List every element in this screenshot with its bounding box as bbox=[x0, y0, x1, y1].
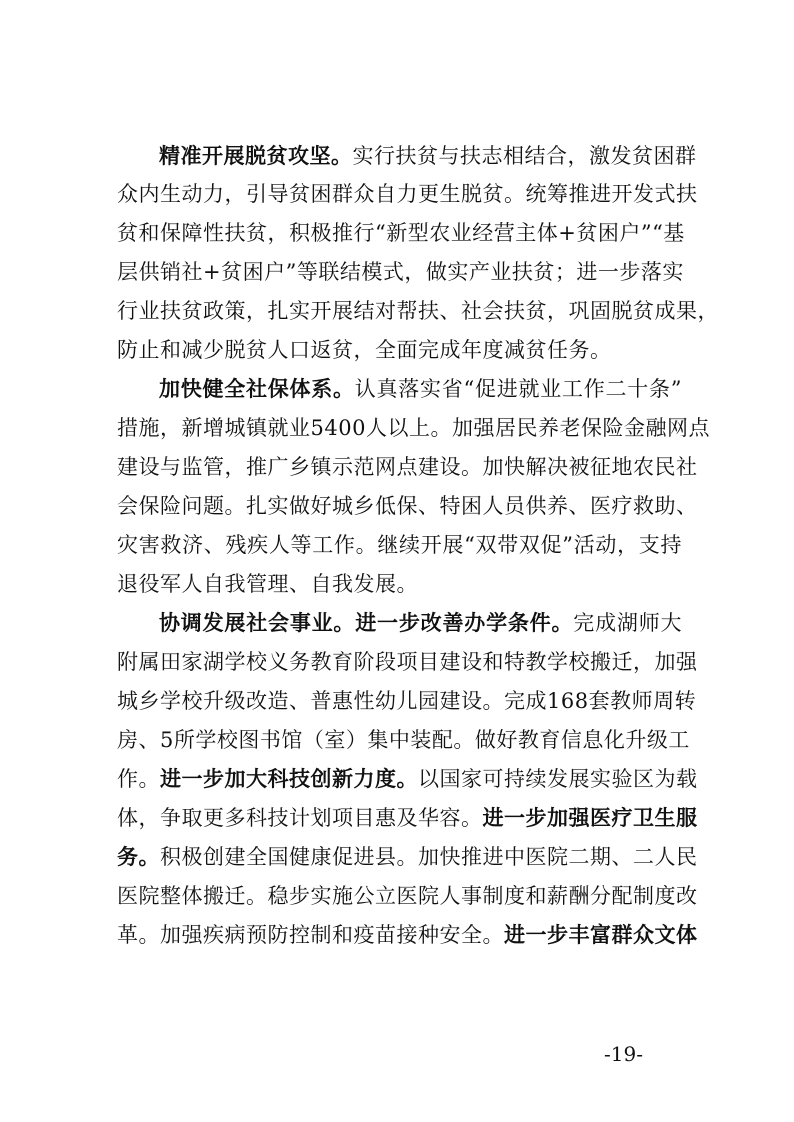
subsection-heading: 进一步加大科技创新力度。 bbox=[160, 767, 418, 791]
line-text: 城乡学校升级改造、普惠性幼儿园建设。完成168套教师周转 bbox=[117, 689, 697, 713]
paragraph-line bbox=[159, 603, 682, 643]
line-text: 实行扶贫与扶志相结合，激发贫困群 bbox=[352, 144, 697, 168]
section-heading: 精准开展脱贫攻坚。 bbox=[159, 144, 353, 168]
line-text: 建设与监管，推广乡镇示范网点建设。加快解决被征地农民社 bbox=[117, 455, 698, 479]
paragraph-line bbox=[117, 720, 690, 760]
paragraph-line bbox=[117, 759, 698, 799]
section-heading: 加快健全社保体系。 bbox=[159, 377, 355, 401]
paragraph-line bbox=[159, 369, 682, 409]
paragraph-line bbox=[159, 136, 697, 176]
line-text: 会保险问题。扎实做好城乡低保、特困人员供养、医疗救助、 bbox=[117, 494, 698, 518]
page-number: -19- bbox=[604, 1042, 643, 1066]
paragraph-line bbox=[117, 252, 682, 292]
line-text: 附属田家湖学校义务教育阶段项目建设和特教学校搬迁，加强 bbox=[117, 650, 698, 674]
subsection-heading: 务。 bbox=[117, 845, 160, 869]
paragraph-line bbox=[117, 642, 698, 682]
line-text: 贫和保障性扶贫，积极推行“新型农业经营主体+贫困户”“基 bbox=[117, 221, 685, 245]
paragraph-line bbox=[117, 408, 710, 448]
paragraph-line bbox=[117, 291, 719, 331]
line-text: 作。 bbox=[117, 767, 160, 791]
line-text: 退役军人自我管理、自我发展。 bbox=[117, 572, 418, 596]
paragraph-line bbox=[117, 837, 698, 877]
line-text: 行业扶贫政策，扎实开展结对帮扶、社会扶贫，巩固脱贫成果， bbox=[117, 299, 719, 323]
subsection-heading: 进一步加强医疗卫生服 bbox=[482, 806, 698, 830]
paragraph-line bbox=[117, 486, 698, 526]
paragraph-line bbox=[117, 876, 698, 916]
line-text: 灾害救济、残疾人等工作。继续开展“双带双促”活动，支持 bbox=[117, 533, 682, 557]
line-text: 认真落实省“促进就业工作二十条” bbox=[354, 377, 682, 401]
line-text: 体，争取更多科技计划项目惠及华容。 bbox=[117, 806, 483, 830]
subsection-heading: 进一步改善办学条件。 bbox=[355, 611, 574, 635]
line-text: 众内生动力，引导贫困群众自力更生脱贫。统筹推进开发式扶 bbox=[117, 182, 698, 206]
section-heading: 协调发展社会事业。 bbox=[159, 611, 356, 635]
line-text: 医院整体搬迁。稳步实施公立医院人事制度和薪酬分配制度改 bbox=[117, 884, 698, 908]
line-text: 完成湖师大 bbox=[573, 611, 683, 635]
paragraph-line bbox=[117, 525, 682, 565]
paragraph-line bbox=[117, 915, 698, 955]
paragraph-line bbox=[117, 798, 698, 838]
paragraph-line bbox=[117, 213, 685, 253]
paragraph-line bbox=[117, 681, 697, 721]
paragraph-line bbox=[117, 447, 698, 487]
line-text: 以国家可持续发展实验区为载 bbox=[418, 767, 698, 791]
line-text: 积极创建全国健康促进县。加快推进中医院二期、二人民 bbox=[160, 845, 698, 869]
line-text: 措施，新增城镇就业5400人以上。加强居民养老保险金融网点 bbox=[117, 416, 710, 440]
paragraph-line bbox=[117, 564, 682, 604]
line-text: 革。加强疾病预防控制和疫苗接种安全。 bbox=[117, 923, 504, 947]
line-text: 层供销社+贫困户”等联结模式，做实产业扶贫；进一步落实 bbox=[117, 260, 684, 284]
line-text: 房、5所学校图书馆（室）集中装配。做好教育信息化升级工 bbox=[117, 728, 690, 752]
paragraph-line bbox=[117, 330, 682, 370]
paragraph-line bbox=[117, 174, 698, 214]
line-text: 防止和减少脱贫人口返贫，全面完成年度减贫任务。 bbox=[117, 338, 612, 362]
subsection-heading: 进一步丰富群众文体 bbox=[504, 923, 698, 947]
